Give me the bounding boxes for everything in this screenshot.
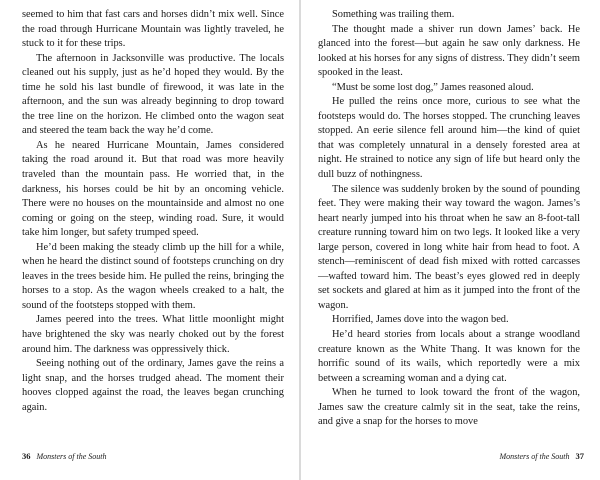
left-paragraph-1: seemed to him that fast cars and horses didn’t mix well. Since the road through Hurricane Mountain was lightly traveled, he stuck to it for these trips. (22, 9, 284, 50)
left-page (22, 8, 284, 415)
book-gutter (299, 0, 301, 480)
right-page (318, 8, 580, 430)
right-paragraph-1: Something was trailing them. (332, 9, 455, 20)
right-paragraph-3: “Must be some lost dog,” James reasoned aloud. (332, 81, 534, 93)
right-page-footer (500, 450, 585, 463)
left-page-footer (22, 450, 107, 463)
right-page-number: 37 (575, 451, 584, 461)
right-paragraph-2: The thought made a shiver run down James’ back. He glanced into the forest—but again he saw only darkness. He looked at his horses for any signs of distress. They didn’t seem spooked in the least. (318, 23, 580, 79)
right-paragraph-5: The silence was suddenly broken by the sound of pounding feet. They were making their way toward the wagon. James’s heart nearly jumped into his throat when he saw an 8-foot-tall creature running toward him on two legs. It looked like a very large person, covered in long white hair from head to foot. A stench—reminiscent of dead fish mixed with rotted carcasses—wafted toward him. The beast’s eyes glowed red in deeply set sockets and glared at him as it jumped into the front of the wagon. (318, 183, 580, 311)
right-running-title: Monsters of the South (499, 452, 570, 461)
left-paragraph-3: As he neared Hurricane Mountain, James considered taking the road around it. But that road was more heavily traveled than the mountain pass. He worried that, in the darkness, his horses could be hit by an oncoming vehicle. There were no houses on the mountainside and almost no one coming or going on the steep, winding road. Sure, it would take him longer, but safety trumped speed. (22, 139, 284, 239)
left-running-title: Monsters of the South (36, 452, 107, 461)
left-page-number: 36 (22, 451, 31, 461)
right-paragraph-6: Horrified, James dove into the wagon bed. (332, 314, 509, 326)
right-paragraph-4: He pulled the reins once more, curious to see what the footsteps would do. The horses stopped. The crunching leaves stopped. An eerie silence fell around him—the kind of quiet that was completely unnatural in a densely forested area at night. He strained to notice any sign of life but heard only the dull buzz of nothingness. (318, 96, 580, 181)
left-paragraph-4: He’d been making the steady climb up the hill for a while, when he heard the distinct sound of footsteps crunching on dry leaves in the trees beside him. He pulled the reins, bringing the horses to a stop. As the wagon wheels creaked to a halt, the sound of the footsteps stopped with them. (22, 241, 284, 311)
right-paragraph-8: When he turned to look toward the front of the wagon, James saw the creature calmly sit in the seat, take the reins, and give a snap for the horses to move (318, 387, 580, 428)
left-paragraph-5: James peered into the trees. What little moonlight might have brightened the sky was nearly choked out by the forest around him. The darkness was oppressively thick. (22, 314, 284, 355)
left-paragraph-2: The afternoon in Jacksonville was productive. The locals cleaned out his supply, just as he’d hoped they would. By the time he sold his last bundle of firewood, it was late in the afternoon, and the sun was already beginning to drop toward the tree line on the horizon. He climbed onto the wagon seat and steered the team back the way he’d come. (22, 52, 284, 137)
right-paragraph-7: He’d heard stories from locals about a strange woodland creature known as the White Thang. It was known for the horrific sound of its wails, which reportedly were a mix between a screaming woman and a dying cat. (318, 329, 580, 384)
left-paragraph-6: Seeing nothing out of the ordinary, James gave the reins a light snap, and the horses trudged ahead. The moment their hooves clopped against the road, the leaves began crunching again. (22, 358, 284, 413)
